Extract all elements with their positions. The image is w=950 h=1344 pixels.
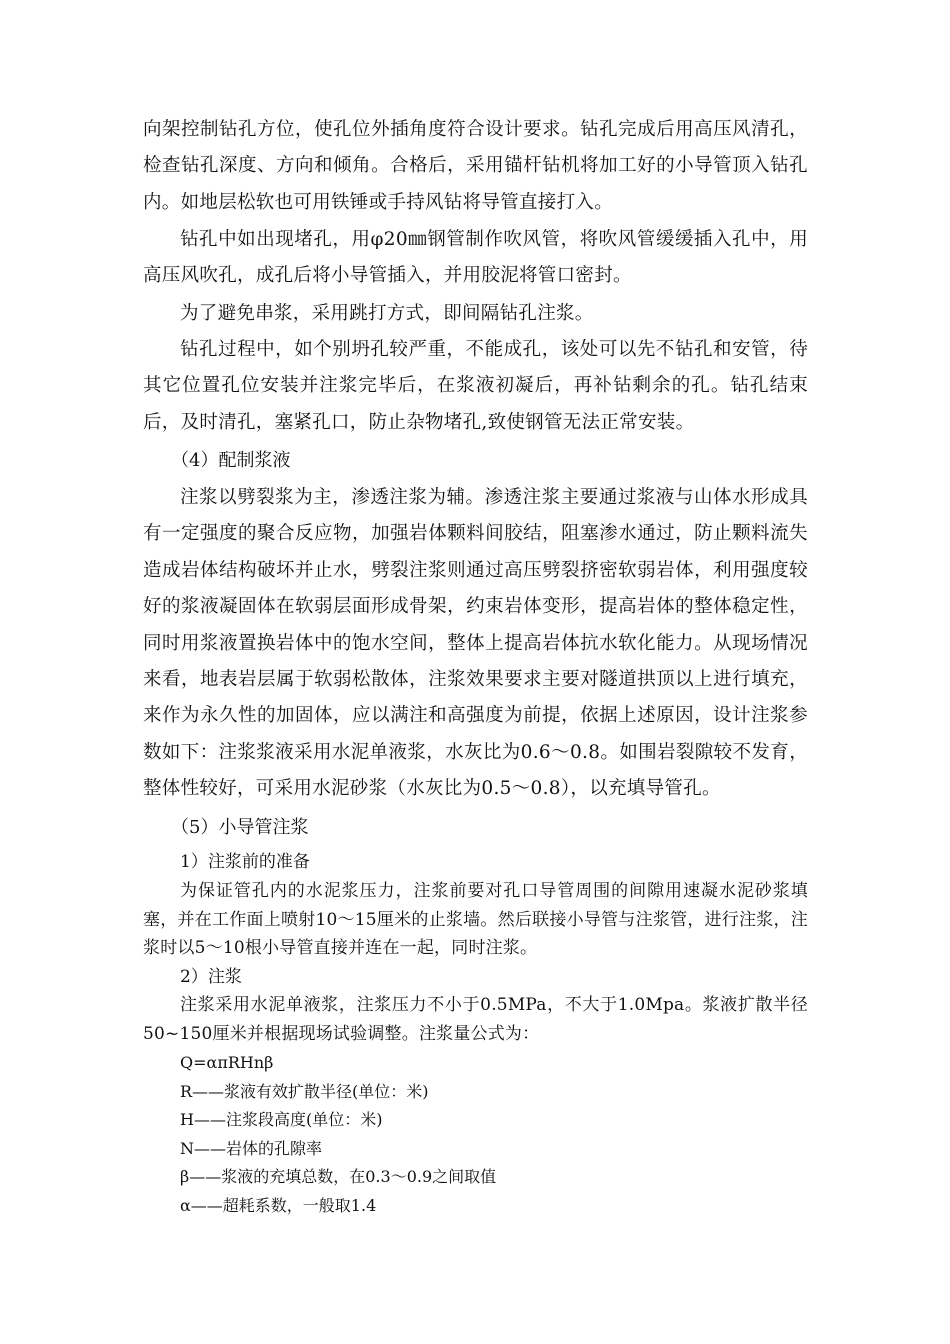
formula-term-r: R——浆液有效扩散半径(单位：米) xyxy=(180,1081,429,1101)
formula-block xyxy=(143,1049,808,1221)
paragraph-drilling-direction: 向架控制钻孔方位，使孔位外插角度符合设计要求。钻孔完成后用高压风清孔，检查钻孔深度、方向和倾角。合格后，采用锚杆钻机将加工好的小导管顶入钻孔内。如地层松软也可用铁锤或手持风钻将导管直接打入。 xyxy=(143,119,808,213)
subsection-heading-grouting: 2）注浆 xyxy=(180,967,242,987)
formula-equation: Q=απRHnβ xyxy=(180,1053,274,1072)
paragraph-preparation: 为保证管孔内的水泥浆压力，注浆前要对孔口导管周围的间隙用速凝水泥砂浆填塞，并在工作面上喷射10～15厘米的止浆墙。然后联接小导管与注浆管，进行注浆，注浆时以5～10根小导管直接并连在一起，同时注浆。 xyxy=(143,881,808,959)
section-heading-small-pipe-grouting: （5）小导管注浆 xyxy=(171,817,309,838)
paragraph-skip-grouting: 为了避免串浆，采用跳打方式，即间隔钻孔注浆。 xyxy=(180,303,594,324)
formula-term-beta: β——浆液的充填总数，在0.3～0.9之间取值 xyxy=(180,1167,497,1187)
paragraph-grouting: 注浆采用水泥单液浆，注浆压力不小于0.5MPa，不大于1.0Mpa。浆液扩散半径50~150厘米并根据现场试验调整。注浆量公式为： xyxy=(143,995,808,1044)
formula-term-n: N——岩体的孔隙率 xyxy=(180,1138,323,1158)
section-heading-prepare-grout: （4）配制浆液 xyxy=(171,450,291,471)
formula-term-h: H——注浆段高度(单位：米) xyxy=(180,1110,383,1130)
paragraph-blocked-hole: 钻孔中如出现堵孔，用φ20㎜钢管制作吹风管，将吹风管缓缓插入孔中，用高压风吹孔，成孔后将小导管插入，并用胶泥将管口密封。 xyxy=(143,229,808,287)
paragraph-collapse-handling: 钻孔过程中，如个别坍孔较严重，不能成孔，该处可以先不钻孔和安管，待其它位置孔位安装并注浆完毕后，在浆液初凝后，再补钻剩余的孔。钻孔结束后，及时清孔，塞紧孔口，防止杂物堵孔,致使钢管无法正常安装。 xyxy=(143,339,808,433)
formula-term-alpha: α——超耗系数，一般取1.4 xyxy=(180,1195,377,1215)
subsection-heading-preparation: 1）注浆前的准备 xyxy=(180,852,310,872)
paragraph-grout-mechanism: 注浆以劈裂浆为主，渗透注浆为辅。渗透注浆主要通过浆液与山体水形成具有一定强度的聚合反应物，加强岩体颗料间胶结，阻塞渗水通过，防止颗料流失造成岩体结构破坏并止水，劈裂注浆则通过高压劈裂挤密软弱岩体，利用强度较好的浆液凝固体在软弱层面形成骨架，约束岩体变形，提高岩体的整体稳定性，同时用浆液置换岩体中的饱水空间，整体上提高岩体抗水软化能力。从现场情况来看，地表岩层属于软弱松散体，注浆效果要求主要对隧道拱顶以上进行填充，来作为永久性的加固体，应以满注和高强度为前提，依据上述原因，设计注浆参数如下：注浆浆液采用水泥单液浆，水灰比为0.6～0.8。如围岩裂隙较不发育，整体性较好，可采用水泥砂浆（水灰比为0.5～0.8），以充填导管孔。 xyxy=(143,487,808,800)
